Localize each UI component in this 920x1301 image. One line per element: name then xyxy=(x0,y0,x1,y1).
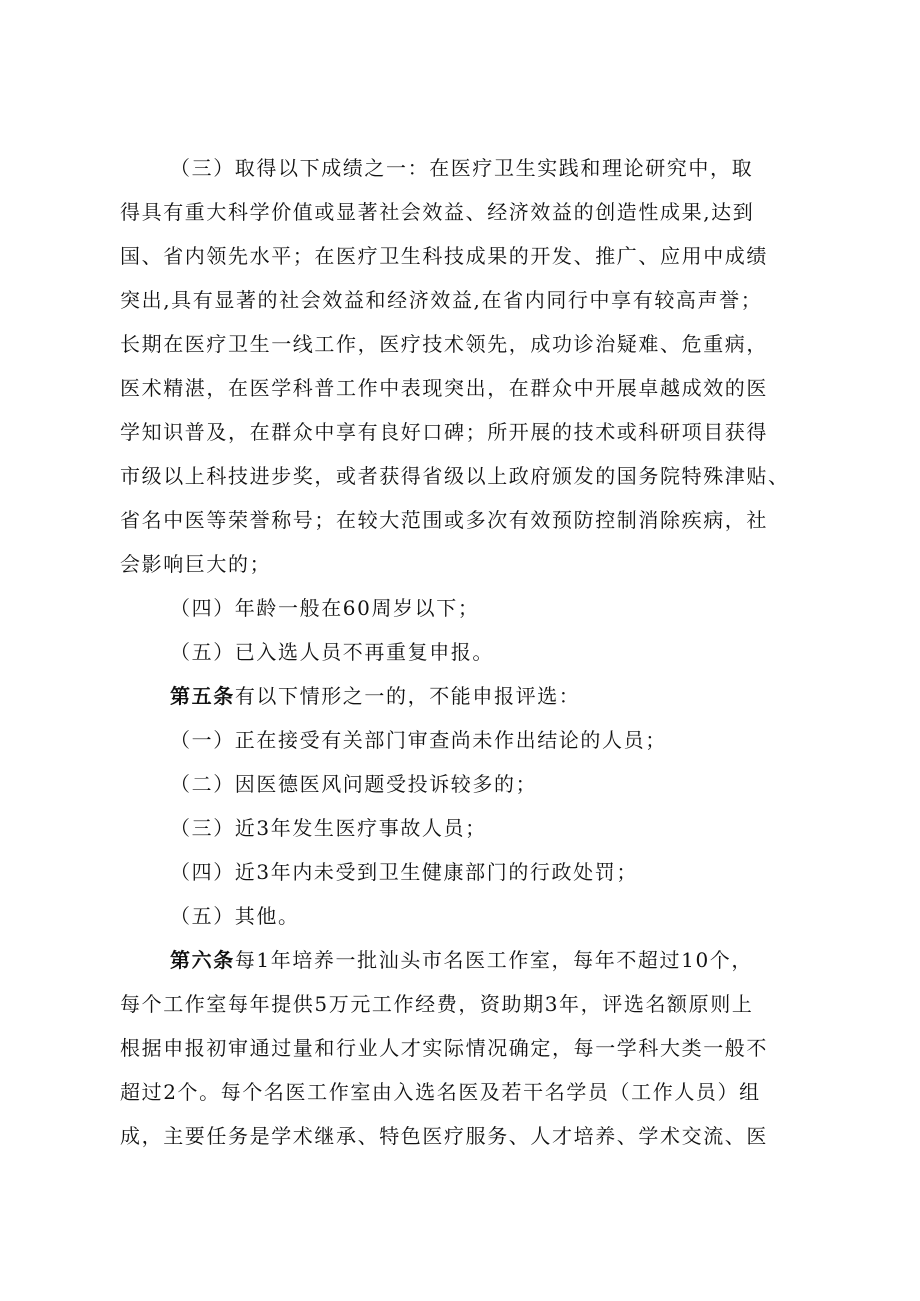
paragraph-line: （五）已入选人员不再重复申报。 xyxy=(170,640,494,664)
paragraph-line: 长期在医疗卫生一线工作，医疗技术领先，成功诊治疑难、危重病， xyxy=(120,332,768,356)
paragraph-line: 市级以上科技进步奖，或者获得省级以上政府颁发的国务院特殊津贴、 xyxy=(120,464,790,488)
paragraph-line: 医术精湛，在医学科普工作中表现突出，在群众中开展卓越成效的医 xyxy=(120,376,768,400)
article-5-line xyxy=(170,676,870,716)
paragraph-line: （二）因医德医风问题受投诉较多的； xyxy=(170,772,538,796)
paragraph-line: 每个工作室每年提供5万元工作经费，资助期3年，评选名额原则上 xyxy=(120,992,754,1016)
paragraph-line: （三）近3年发生医疗事故人员； xyxy=(170,816,487,840)
paragraph-line: 成，主要任务是学术继承、特色医疗服务、人才培养、学术交流、医 xyxy=(120,1124,768,1148)
paragraph-line: （四）近3年内未受到卫生健康部门的行政处罚； xyxy=(170,860,638,884)
article-6-heading: 第六条 xyxy=(170,948,235,972)
paragraph-line: 省名中医等荣誉称号；在较大范围或多次有效预防控制消除疾病，社 xyxy=(120,508,768,532)
paragraph-line: 根据申报初审通过量和行业人才实际情况确定，每一学科大类一般不 xyxy=(120,1036,768,1060)
article-6-text: 每1年培养一批汕头市名医工作室，每年不超过10个， xyxy=(234,948,753,972)
paragraph-line: （三）取得以下成绩之一：在医疗卫生实践和理论研究中，取 xyxy=(170,156,754,180)
paragraph-line: （一）正在接受有关部门审查尚未作出结论的人员； xyxy=(170,728,667,752)
paragraph-line: 学知识普及，在群众中享有良好口碑；所开展的技术或科研项目获得 xyxy=(120,420,768,444)
paragraph-line: 国、省内领先水平；在医疗卫生科技成果的开发、推广、应用中成绩 xyxy=(120,244,768,268)
paragraph-line: 超过2个。每个名医工作室由入选名医及若干名学员（工作人员）组 xyxy=(120,1080,761,1104)
paragraph-line: （四）年龄一般在60周岁以下； xyxy=(170,596,480,620)
article-6-line xyxy=(170,940,870,980)
article-5-text: 有以下情形之一的，不能申报评选： xyxy=(234,684,581,708)
paragraph-line: 突出,具有显著的社会效益和经济效益,在省内同行中享有较高声誉； xyxy=(120,288,763,312)
paragraph-line: （五）其他。 xyxy=(170,904,300,928)
paragraph-line: 得具有重大科学价值或显著社会效益、经济效益的创造性成果,达到 xyxy=(120,200,755,224)
article-5-heading: 第五条 xyxy=(170,684,235,708)
paragraph-line: 会影响巨大的； xyxy=(120,552,272,576)
